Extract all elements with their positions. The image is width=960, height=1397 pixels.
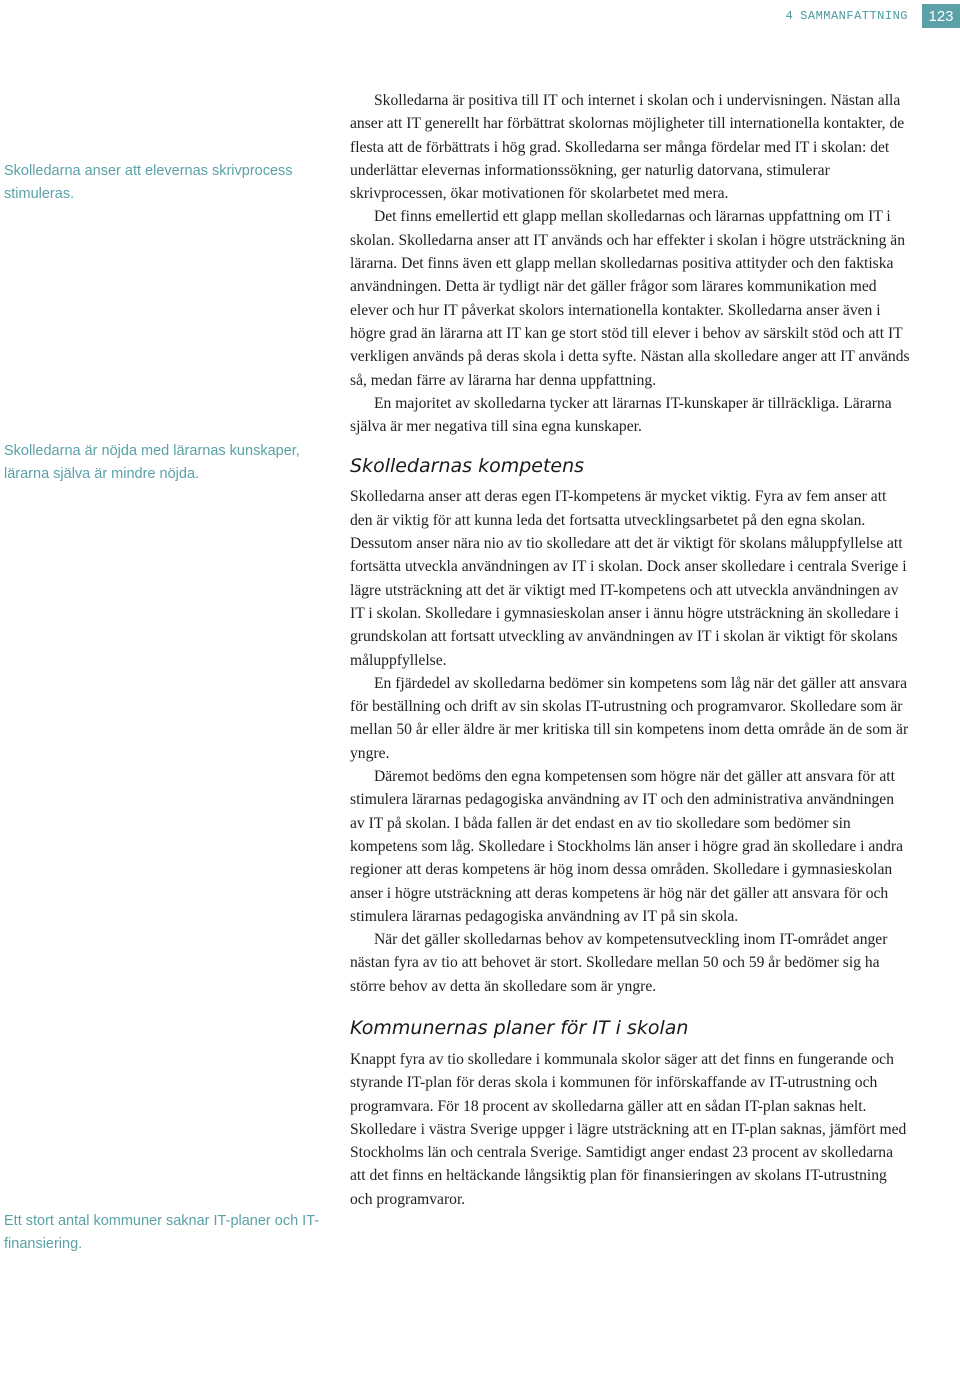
kompetens-paragraph-1: Skolledarna anser att deras egen IT-kompetens är mycket viktig. Fyra av fem anser att den är viktig för att kunna leda det fortsatta utvecklingsarbetet på den egna skolan. Dessutom anser nära nio av tio skolledare att det är viktigt för skolans måluppfyllelse att fortsätta utveckla användningen av IT i skolan. Dock anser skolledare i centrala Sverige i lägre utsträckning att det är viktigt med IT-kompetens och att utveckla användningen av IT i skolan. Skolledare i gymnasieskolan anser i ännu högre utsträckning än skolledare i grundskolan att fortsatt utveckling av användningen av IT i skolan är viktigt för skolans måluppfyllelse. (350, 488, 907, 669)
margin-note-skrivprocess: Skolledarna anser att elevernas skrivprocess stimuleras. (4, 163, 293, 202)
intro-paragraph-1: Skolledarna är positiva till IT och internet i skolan och i undervisningen. Nästan alla anser att IT generellt har förbättrat skolornas möjligheter till internationella kontakter, de flesta att de förbättrats i hög grad. Skolledarna ser många fördelar med IT i skolan: det underlättar elevernas informationssökning, ger naturlig datorvana, stimulerar skrivprocessen, ökar motivationen för skolarbetet med mera. (350, 92, 905, 203)
intro-paragraph-3: En majoritet av skolledarna tycker att lärarnas IT-kunskaper är tillräckliga. Lärarna själva är mer negativa till sina egna kunskaper. (350, 394, 892, 436)
intro-paragraph-2: Det finns emellertid ett glapp mellan skolledarnas och lärarnas uppfattning om IT i skolan. Skolledarna anser att IT används och har effekter i skolan i högre utsträckning än lärarna. Det finns även ett glapp mellan skolledarnas positiva attityder och den faktiska användningen. Detta är tydligt när det gäller frågor som lärares kommunikation med elever och hur IT påverkat skolors internationella kontakter. Skolledarna anser även i högre grad än lärarna att IT kan ge stort stöd till elever i behov av särskilt stöd och att IT verkligen används på deras skola i detta syfte. Nästan alla skolledare anger att IT används så, medan färre av lärarna har denna uppfattning. (350, 208, 910, 389)
page-header (785, 4, 960, 28)
kompetens-paragraph-3: Däremot bedöms den egna kompetensen som högre när det gäller att ansvara för att stimulera lärarnas pedagogiska användning av IT och den administrativa användningen av IT på skolan. I båda fallen är det endast en av tio skolledare som bedömer sin kompetens som låg. Skolledare i Stockholms län anser i högre grad än skolledare i andra regioner att deras kompetens är hög inom dessa områden. Skolledare i gymnasieskolan anser i högre utsträckning att deras kompetens är hög när det gäller att ansvara för och stimulera lärarnas pedagogiska användning av IT på sin skola. (350, 768, 903, 925)
running-head (785, 9, 908, 23)
section-heading-planer: Kommunernas planer för IT i skolan (350, 1016, 689, 1039)
planer-paragraph-1: Knappt fyra av tio skolledare i kommunala skolor säger att det finns en fungerande och styrande IT-plan för deras skola i kommunen för införskaffande av IT-utrustning och programvara. För 18 procent av skolledarna gäller att en sådan IT-plan saknas helt. Skolledare i västra Sverige uppger i lägre utsträckning att en IT-plan saknas, jämfört med Stockholms län och centrala Sverige. Samtidigt anger endast 23 procent av skolledarna att det finns en heltäckande långsiktig plan för finansieringen av skolans IT-utrustning och programvaror. (350, 1050, 907, 1208)
chapter-title: SAMMANFATTNING (800, 9, 908, 23)
section-heading-kompetens: Skolledarnas kompetens (350, 455, 585, 478)
margin-note-it-planer: Ett stort antal kommuner saknar IT-planer och IT-finansiering. (4, 1213, 320, 1252)
chapter-number: 4 (785, 9, 794, 23)
main-text (350, 89, 910, 1211)
kompetens-paragraph-4: När det gäller skolledarnas behov av kompetensutveckling inom IT-området anger nästan fyra av tio att behovet är stort. Skolledare mellan 50 och 59 år bedömer sig ha större behov av detta än skolledare som är yngre. (350, 931, 888, 995)
page-number: 123 (922, 4, 960, 28)
kompetens-paragraph-2: En fjärdedel av skolledarna bedömer sin kompetens som låg när det gäller att ansvara för beställning och drift av sin skolas IT-utrustning och programvaror. Skolledare som är mellan 50 år eller äldre är mer kritiska till sin kompetens inom detta område än de som är yngre. (350, 674, 909, 762)
margin-note-kunskaper: Skolledarna är nöjda med lärarnas kunskaper, lärarna själva är mindre nöjda. (4, 443, 300, 482)
